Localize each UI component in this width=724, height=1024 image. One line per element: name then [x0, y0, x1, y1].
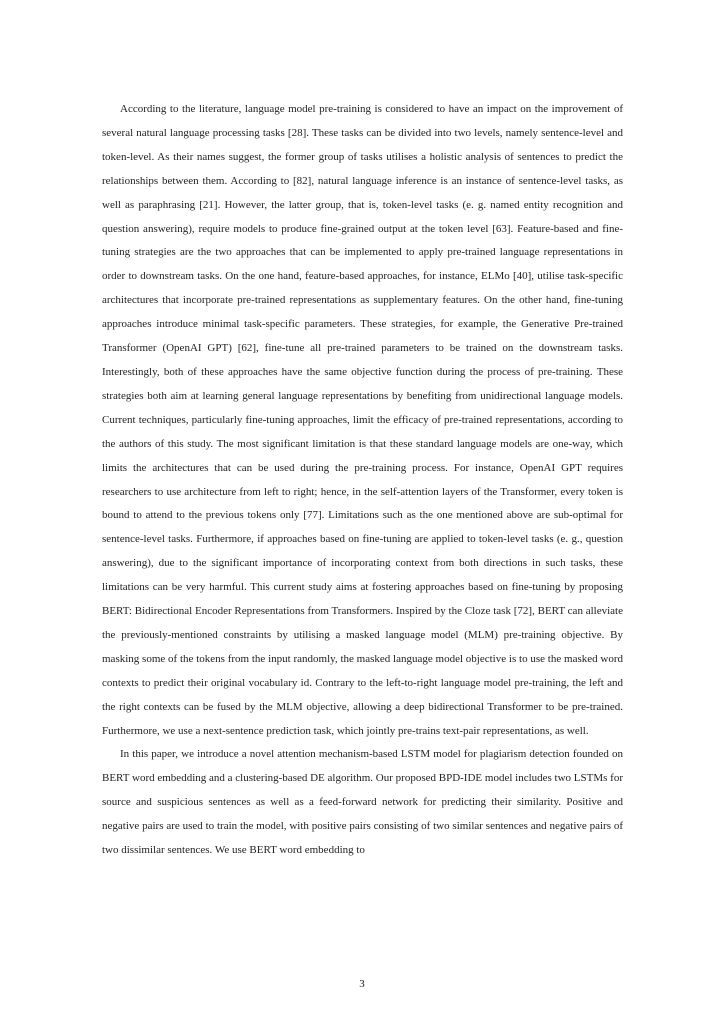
body-text [102, 98, 623, 863]
page-number: 3 [359, 978, 365, 990]
paragraph-proposed-model: In this paper, we introduce a novel attention mechanism-based LSTM model for plagiarism detection founded on BERT word embedding and a clustering-based DE algorithm. Our proposed BPD-IDE model includes two LSTMs for source and suspicious sentences as well as a feed-forward network for predicting their similarity. Positive and negative pairs are used to train the model, with positive pairs consisting of two similar sentences and negative pairs of two dissimilar sentences. We use BERT word embedding to [102, 748, 623, 857]
paragraph-pretraining: According to the literature, language model pre-training is considered to have an impact on the improvement of several natural language processing tasks [28]. These tasks can be divided into two levels, namely sentence-level and token-level. As their names suggest, the former group of tasks utilises a holistic analysis of sentences to predict the relationships between them. According to [82], natural language inference is an instance of sentence-level tasks, as well as paraphrasing [21]. However, the latter group, that is, token-level tasks (e. g. named entity recognition and question answering), require models to produce fine-grained output at the token level [63]. Feature-based and fine-tuning strategies are the two approaches that can be implemented to apply pre-trained language representations in order to downstream tasks. On the one hand, feature-based approaches, for instance, ELMo [40], utilise task-specific architectures that incorporate pre-trained representations as supplementary features. On the other hand, fine-tuning approaches introduce minimal task-specific parameters. These strategies, for example, the Generative Pre-trained Transformer (OpenAI GPT) [62], fine-tune all pre-trained parameters to be trained on the downstream tasks. Interestingly, both of these approaches have the same objective function during the process of pre-training. These strategies both aim at learning general language representations by benefiting from unidirectional language models. Current techniques, particularly fine-tuning approaches, limit the efficacy of pre-trained representations, according to the authors of this study. The most significant limitation is that these standard language models are one-way, which limits the architectures that can be used during the pre-training process. For instance, OpenAI GPT requires researchers to use architecture from left to right; hence, in the self-attention layers of the Transformer, every token is bound to attend to the previous tokens only [77]. Limitations such as the one mentioned above are sub-optimal for sentence-level tasks. Furthermore, if approaches based on fine-tuning are applied to token-level tasks (e. g., question answering), due to the significant importance of incorporating context from both directions in such tasks, these limitations can be very harmful. This current study aims at fostering approaches based on fine-tuning by proposing BERT: Bidirectional Encoder Representations from Transformers. Inspired by the Cloze task [72], BERT can alleviate the previously-mentioned constraints by utilising a masked language model (MLM) pre-training objective. By masking some of the tokens from the input randomly, the masked language model objective is to use the masked word contexts to predict their original vocabulary id. Contrary to the left-to-right language model pre-training, the left and the right contexts can be fused by the MLM objective, allowing a deep bidirectional Transformer to be pre-trained. Furthermore, we use a next-sentence prediction task, which jointly pre-trains text-pair representations, as well. [102, 103, 623, 737]
